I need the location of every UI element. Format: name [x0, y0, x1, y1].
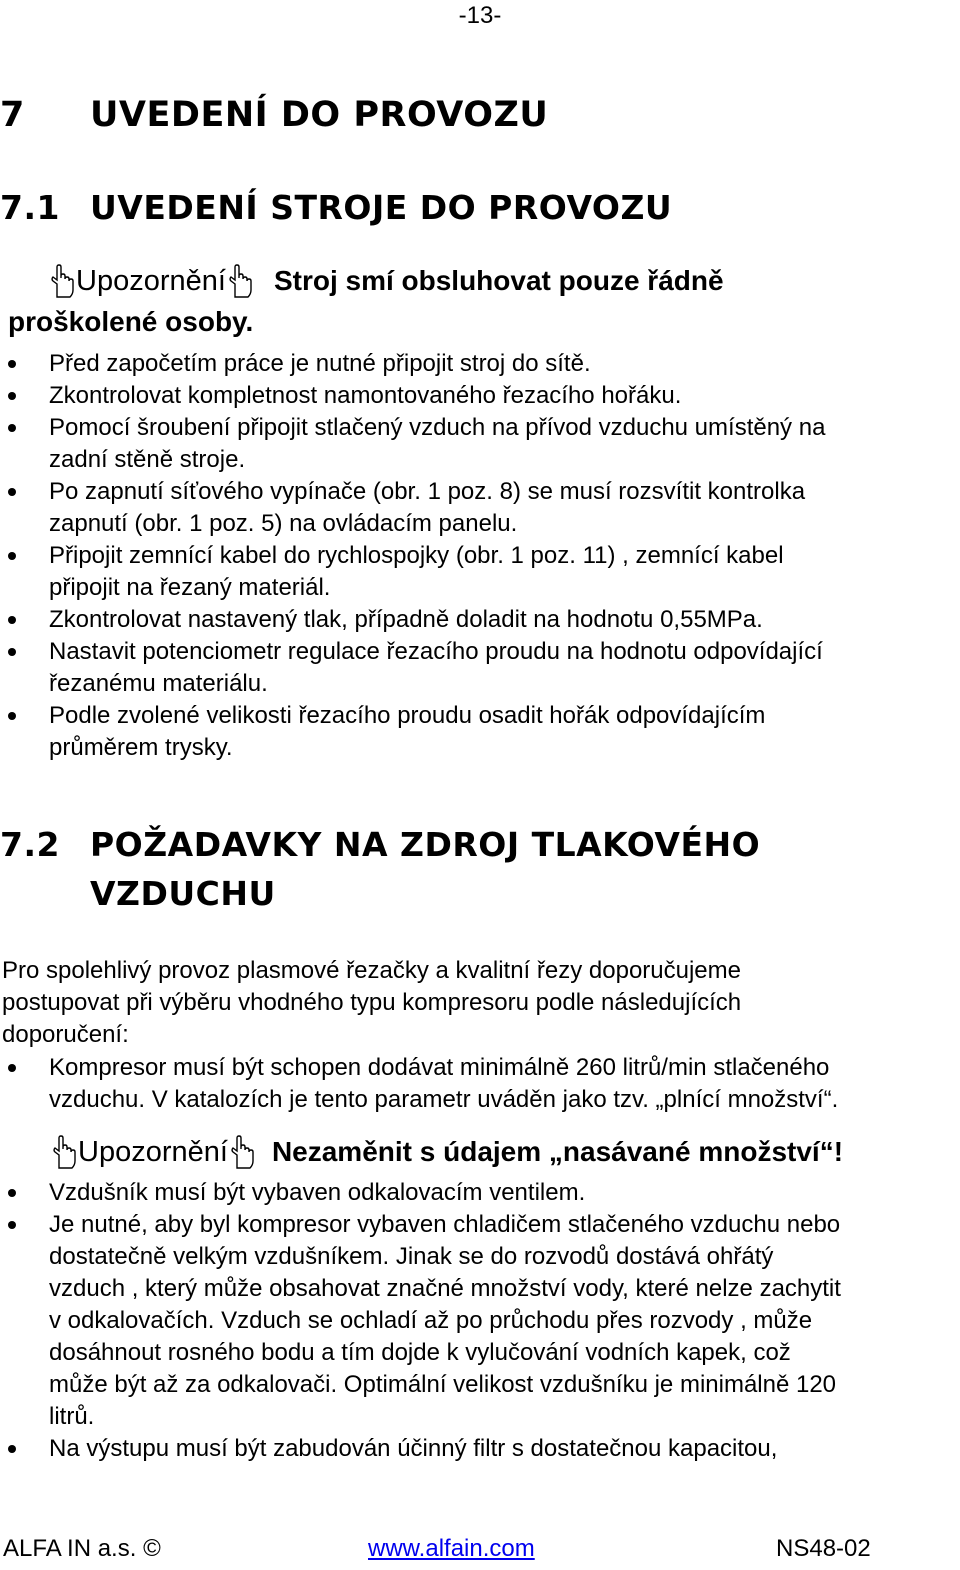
list-item: Po zapnutí síťového vypínače (obr. 1 poz. 8) se musí rozsvítit kontrolka zapnutí (obr. 1 poz. 5) na ovládacím panelu. — [0, 476, 960, 540]
subsection-title-continued: VZDUCHU — [90, 874, 276, 913]
bullet-dot-icon — [8, 1189, 16, 1197]
section-title: UVEDENÍ DO PROVOZU — [90, 95, 549, 135]
warning-label: Upozornění — [76, 264, 226, 297]
bullet-dot-icon — [8, 712, 16, 720]
list-item: Zkontrolovat kompletnost namontovaného řezacího hořáku. — [0, 380, 960, 412]
section-number: 7 — [0, 95, 25, 135]
bullet-dot-icon — [8, 360, 16, 368]
warning-text-continued: proškolené osoby. — [8, 306, 254, 337]
bullet-dot-icon — [8, 392, 16, 400]
list-item: Pomocí šroubení připojit stlačený vzduch na přívod vzduchu umístěný na zadní stěně stroje. — [0, 412, 960, 476]
bullet-dot-icon — [8, 648, 16, 656]
bullet-dot-icon — [8, 1221, 16, 1229]
bullet-dot-icon — [8, 424, 16, 432]
list-item: Nastavit potenciometr regulace řezacího proudu na hodnotu odpovídající řezanému materiálu. — [0, 636, 960, 700]
warning-notice-2 — [50, 1132, 843, 1172]
pointing-hand-icon — [50, 1135, 78, 1169]
list-item: Na výstupu musí být zabudován účinný filtr s dostatečnou kapacitou, — [0, 1433, 960, 1465]
warning-text: Nezaměnit s údajem „nasávané množství“! — [271, 1136, 844, 1167]
warning-label: Upozornění — [78, 1135, 228, 1168]
bullet-dot-icon — [8, 1064, 16, 1072]
list-item: Zkontrolovat nastavený tlak, případně doladit na hodnotu 0,55MPa. — [0, 604, 960, 636]
bullet-dot-icon — [8, 616, 16, 624]
footer-website-link[interactable]: www.alfain.com — [368, 1535, 535, 1562]
bullet-dot-icon — [8, 1445, 16, 1453]
footer-company: ALFA IN a.s. © — [3, 1535, 161, 1562]
footer-document-code: NS48-02 — [776, 1535, 871, 1562]
subsection-number: 7.2 — [0, 825, 60, 864]
warning-text: Stroj smí obsluhovat pouze řádně — [273, 265, 724, 296]
list-item: Podle zvolené velikosti řezacího proudu osadit hořák odpovídajícím průměrem trysky. — [0, 700, 960, 764]
list-item: Vzdušník musí být vybaven odkalovacím ventilem. — [0, 1177, 960, 1209]
page-number: -13- — [458, 2, 502, 29]
list-item: Před započetím práce je nutné připojit stroj do sítě. — [0, 348, 960, 380]
subsection-title: UVEDENÍ STROJE DO PROVOZU — [90, 188, 673, 227]
pointing-hand-icon — [226, 264, 254, 298]
pointing-hand-icon — [228, 1135, 256, 1169]
list-item: Kompresor musí být schopen dodávat minimálně 260 litrů/min stlačeného vzduchu. V katalozích je tento parametr uváděn jako tzv. „plnící množství“. — [0, 1052, 960, 1116]
subsection-number: 7.1 — [0, 188, 60, 227]
bullet-dot-icon — [8, 488, 16, 496]
startup-steps-list — [0, 348, 960, 764]
air-tank-requirements-list — [0, 1177, 960, 1465]
list-item: Je nutné, aby byl kompresor vybaven chladičem stlačeného vzduchu nebo dostatečně velkým vzdušníkem. Jinak se do rozvodů dostává ohřátý vzduch , který může obsahovat značné množství vody, které nelze zachytit v odkalovačích. Vzduch se ochladí až po průchodu přes rozvody , může dosáhnout rosného bodu a tím dojde k vylučování vodních kapek, což může být až za odkalovači. Optimální velikost vzdušníku je minimálně 120 litrů. — [0, 1209, 960, 1433]
pointing-hand-icon — [48, 264, 76, 298]
bullet-dot-icon — [8, 552, 16, 560]
warning-notice-1 — [48, 262, 724, 300]
list-item: Připojit zemnící kabel do rychlospojky (obr. 1 poz. 11) , zemnící kabel připojit na řezaný materiál. — [0, 540, 960, 604]
compressor-requirements-list — [0, 1052, 960, 1116]
intro-paragraph: Pro spolehlivý provoz plasmové řezačky a kvalitní řezy doporučujeme postupovat při výběru vhodného typu kompresoru podle následujících doporučení: — [2, 957, 742, 1048]
subsection-title: POŽADAVKY NA ZDROJ TLAKOVÉHO — [90, 825, 761, 864]
